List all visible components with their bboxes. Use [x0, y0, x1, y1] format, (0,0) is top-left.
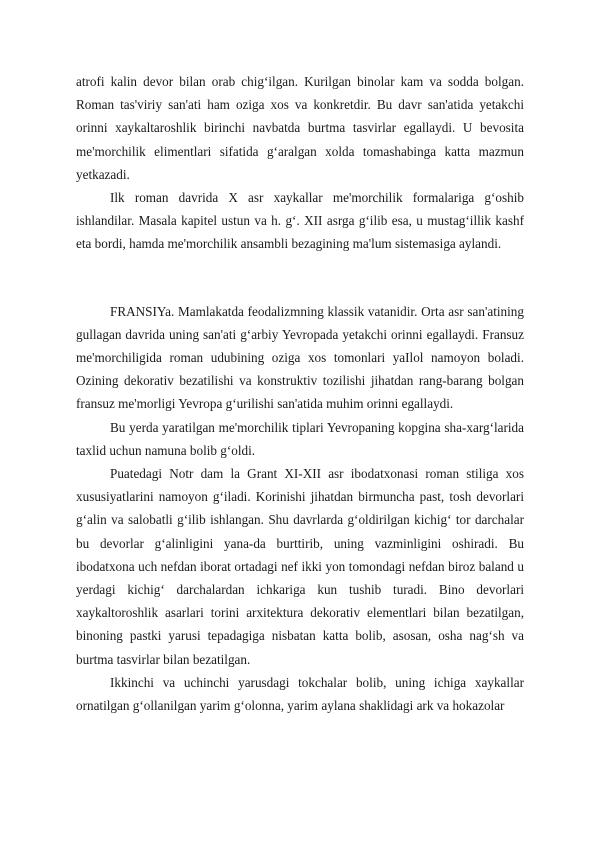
paragraph-2: Ilk roman davrida X asr xaykallar me'morchilik formalariga g‘oshib ishlandilar. Masala kapitel ustun va h. g‘. XII asrga g‘ilib esa, u mustag‘illik kashf eta bordi, hamda me'morchilik ansambli bezagining ma'lum sistemasiga aylandi. — [76, 190, 524, 252]
paragraph-3: FRANSIYa. Mamlakatda feodalizmning klassik vatanidir. Orta asr san'atining gullagan davrida uning san'ati g‘arbiy Yevropada yetakchi orinni egallaydi. Fransuz me'morchiligida roman udubining oziga xos tomonlari yaIlol namoyon boladi. Ozining dekorativ bezatilishi va konstruktiv tozilishi jihatdan rang-barang bolgan fransuz me'morligi Yevropa g‘urilishi san'atida muhim orinni egallaydi. — [76, 303, 524, 412]
paragraph-1: atrofi kalin devor bilan orab chig‘ilgan. Kurilgan binolar kam va sodda bolgan. Roman tas'viriy san'ati ham oziga xos va konkretdir. Bu davr san'atida yetakchi orinni xaykaltaroshlik birinchi navbatda burtma tasvirlar egallaydi. U bevosita me'morchilik elimentlari sifatida g‘aralgan xolda tomashabinga katta mazmun yetkazadi. — [76, 74, 524, 182]
paragraph-4: Bu yerda yaratilgan me'morchilik tiplari Yevropaning kopgina sha-xarg‘larida taxlid uchun namuna bolib g‘oldi. — [76, 419, 524, 458]
paragraph-6: Ikkinchi va uchinchi yarusdagi tokchalar bolib, uning ichiga xaykallar ornatilgan g‘ollanilgan yarim g‘olonna, yarim aylana shaklidagi ark va hokazolar — [76, 674, 524, 714]
paragraph-gap — [76, 256, 524, 300]
paragraph-5: Puatedagi Notr dam la Grant XI-XII asr ibodatxonasi roman stiliga xos xususiyatlarini namoyon g‘iladi. Korinishi jihatdan birmuncha past, tosh devorlari g‘alin va salobatli g‘ilib ishlangan. Shu davrlarda g‘oldirilgan kichig‘ tor darchalar bu devorlar g‘alinligini yana-da burttirib, uning vazminligini oshiradi. Bu ibodatxona uch nefdan iborat ortadagi nef ikki yon tomondagi nefdan biroz baland u yerdagi kichig‘ darchalardan ichkariga kun tushib turadi. Bino devorlari xaykaltoroshlik asarlari torini arxitektura dekorativ elementlari bilan bezatilgan, binoning pastki yarusi tepadagiga nisbatan katta bolib, asosan, osha nag‘sh va burtma tasvirlar bilan bezatilgan. — [76, 466, 524, 667]
